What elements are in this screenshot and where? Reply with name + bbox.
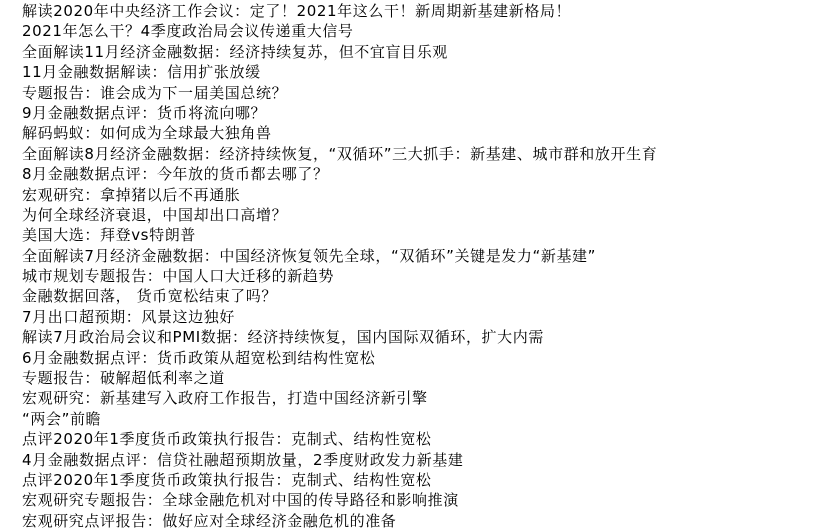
article-list <box>22 1 657 531</box>
article-link[interactable]: 解读2020年中央经济工作会议：定了！2021年这么干！新周期新基建新格局！ <box>22 2 572 20</box>
article-link[interactable]: 美国大选：拜登vs特朗普 <box>22 226 196 245</box>
article-link[interactable]: 解码蚂蚁：如何成为全球最大独角兽 <box>22 124 272 143</box>
article-link[interactable]: “两会”前瞻 <box>22 409 102 428</box>
article-link[interactable]: 点评2020年1季度货币政策执行报告：克制式、结构性宽松 <box>22 430 432 449</box>
article-link[interactable]: 6月金融数据点评：货币政策从超宽松到结构性宽松 <box>22 348 376 367</box>
article-link[interactable]: 9月金融数据点评：货币将流向哪？ <box>22 103 267 122</box>
article-link[interactable]: 2021年怎么干？4季度政治局会议传递重大信号 <box>22 22 354 41</box>
article-link[interactable]: 全面解读8月经济金融数据：经济持续恢复，“双循环”三大抓手：新基建、城市群和放开生育 <box>22 144 658 163</box>
article-link[interactable]: 金融数据回落， 货币宽松结束了吗？ <box>22 287 277 306</box>
article-link[interactable]: 11月金融数据解读：信用扩张放缓 <box>22 63 261 82</box>
article-link[interactable]: 宏观研究：新基建写入政府工作报告，打造中国经济新引擎 <box>22 389 428 408</box>
article-link[interactable]: 全面解读7月经济金融数据：中国经济恢复领先全球，“双循环”关键是发力“新基建” <box>22 246 597 265</box>
article-link[interactable]: 4月金融数据点评：信贷社融超预期放量，2季度财政发力新基建 <box>22 450 464 469</box>
article-link[interactable]: 为何全球经济衰退，中国却出口高增？ <box>22 205 288 224</box>
article-link[interactable]: 专题报告：谁会成为下一届美国总统？ <box>22 83 288 102</box>
article-link[interactable]: 城市规划专题报告：中国人口大迁移的新趋势 <box>22 267 335 286</box>
article-link[interactable]: 8月金融数据点评：今年放的货币都去哪了？ <box>22 165 329 184</box>
article-link[interactable]: 宏观研究：拿掉猪以后不再通胀 <box>22 185 241 204</box>
article-link[interactable]: 点评2020年1季度货币政策执行报告：克制式、结构性宽松 <box>22 470 432 489</box>
article-link[interactable]: 专题报告：破解超低利率之道 <box>22 369 225 388</box>
article-link[interactable]: 宏观研究点评报告：做好应对全球经济金融危机的准备 <box>22 511 397 530</box>
article-link[interactable]: 解读7月政治局会议和PMI数据：经济持续恢复，国内国际双循环，扩大内需 <box>22 328 544 347</box>
article-link[interactable]: 全面解读11月经济金融数据：经济持续复苏，但不宜盲目乐观 <box>22 42 448 61</box>
article-link[interactable]: 7月出口超预期：风景这边独好 <box>22 307 235 326</box>
article-link[interactable]: 宏观研究专题报告：全球金融危机对中国的传导路径和影响推演 <box>22 491 459 510</box>
